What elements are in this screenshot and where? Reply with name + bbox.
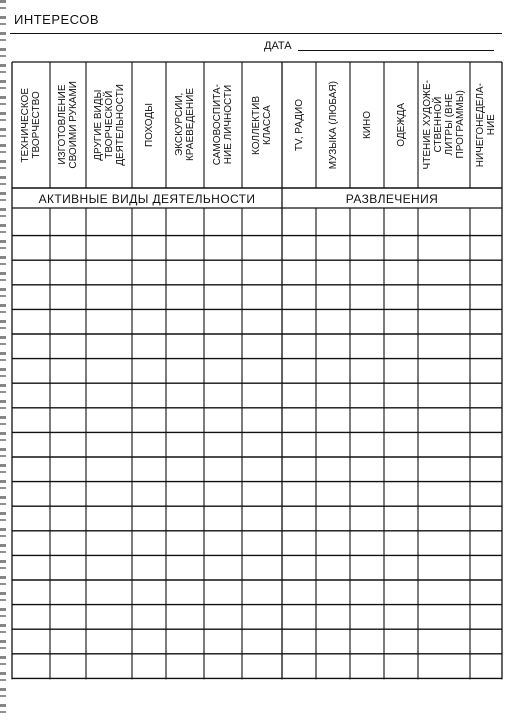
column-header-label: TV, РАДИО [293, 98, 305, 152]
column-header-label: ИЗГОТОВЛЕНИЕ СВОИМИ РУКАМИ [57, 81, 79, 169]
column-header-label: ЧТЕНИЕ ХУДОЖЕ- СТВЕННОЙ ЛИТРЫ (ВНЕ ПРОГРАММЫ) [422, 80, 466, 170]
column-header-label: ОДЕЖДА [395, 103, 407, 147]
column-header-label: НИЧЕГОНЕДЕЛА- НИЕ [475, 82, 497, 168]
column-header-label: ДРУГИЕ ВИДЫ ТВОРЧЕСКОЙ ДЕЯТЕЛЬНОСТИ [92, 84, 126, 166]
column-header-label: ТЕХНИЧЕСКОЕ ТВОРЧЕСТВО [20, 87, 42, 163]
column-header-label: САМОВОСПИТА- НИЕ ЛИЧНОСТИ [212, 84, 234, 166]
date-label: ДАТА [264, 40, 292, 52]
group-active-activities: АКТИВНЫЕ ВИДЫ ДЕЯТЕЛЬНОСТИ [38, 192, 256, 206]
form-title: ИНТЕРЕСОВ [14, 12, 100, 27]
column-header-label: ЭКСКУРСИИ, КРАЕВЕДЕНИЕ [174, 88, 196, 162]
column-header-label: КИНО [361, 110, 373, 139]
column-header-label: ПОХОДЫ [143, 102, 155, 148]
column-header-label: МУЗЫКА (ЛЮБАЯ) [327, 80, 339, 170]
group-entertainment: РАЗВЛЕЧЕНИЯ [345, 192, 439, 206]
column-header-label: КОЛЛЕКТИВ КЛАССА [251, 95, 273, 155]
